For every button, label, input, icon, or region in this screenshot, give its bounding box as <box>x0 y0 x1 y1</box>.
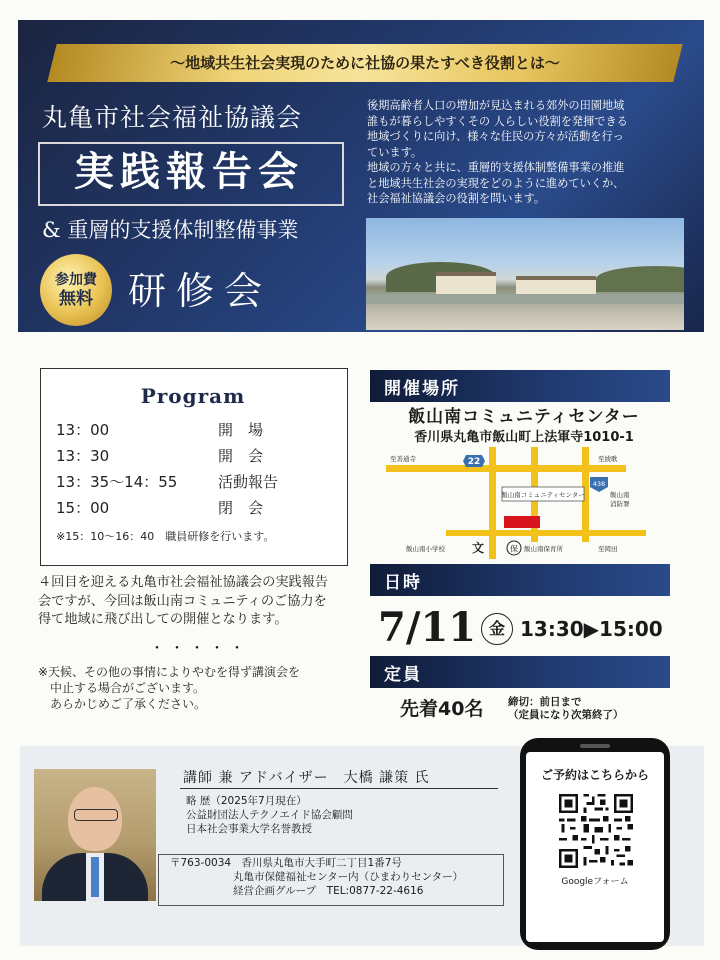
description-line: 社会福祉協議会の役割を問います。 <box>367 192 546 205</box>
free-badge <box>40 254 112 326</box>
seminar-title: 研修会 <box>128 269 273 313</box>
deadline-note <box>508 696 624 722</box>
program-item: 閉 会 <box>218 499 264 517</box>
program-time: 13：35〜14：55 <box>56 473 178 491</box>
bio-line: 日本社会事業大学名誉教授 <box>186 823 312 835</box>
access-map <box>386 442 648 560</box>
program-time: 15：00 <box>56 499 110 517</box>
notice-line: ※天候、その他の事情によりやむを得ず講演会を <box>38 665 301 679</box>
description-line: 地域の方々と共に、重層的支援体制整備事業の推進 <box>367 161 625 174</box>
reservation-label: ご予約はこちらから <box>540 768 649 782</box>
capacity-heading-bar <box>370 656 670 688</box>
program-time: 13：00 <box>56 421 110 439</box>
google-form-label: Googleフォーム <box>561 877 629 887</box>
program-item: 開 場 <box>218 421 264 439</box>
venue-heading: 開催場所 <box>384 379 460 399</box>
map-label-right-top: 至綾歌 <box>598 455 618 463</box>
map-label-left-top: 至善通寺 <box>390 455 416 463</box>
contact-info <box>170 856 500 898</box>
capacity-heading: 定員 <box>384 665 422 685</box>
program-time: 13：30 <box>56 447 110 465</box>
route438-label: 438 <box>592 480 606 488</box>
parking-lot <box>366 294 684 304</box>
divider <box>180 788 498 789</box>
weekday-badge: 金 <box>481 613 513 645</box>
lecturer-photo <box>34 769 156 901</box>
map-label-right-mid2: 消防署 <box>610 500 630 508</box>
map-road <box>489 447 496 559</box>
contact-line: 〒763-0034 香川県丸亀市大手町二丁目1番7号 <box>170 857 402 869</box>
description-line: ています。 <box>367 145 423 159</box>
map-road <box>446 530 646 536</box>
hill-shape <box>596 266 684 292</box>
building-shape <box>516 276 596 294</box>
deadline-line: （定員になり次第終了） <box>508 709 624 721</box>
event-description <box>367 98 697 207</box>
contact-line: 経営企画グループ TEL:0877-22-4616 <box>170 885 424 897</box>
organizer-name: 丸亀市社会福祉協議会 <box>42 103 303 132</box>
lecturer-heading: 講師 兼 アドバイザー 大橋 謙策 氏 <box>183 770 430 786</box>
venue-address: 香川県丸亀市飯山町上法軍寺1010-1 <box>414 430 634 445</box>
contact-line: 丸亀市保健福祉センター内（ひまわりセンター） <box>170 871 464 883</box>
map-label-nursery: 飯山南保育所 <box>524 545 563 553</box>
deadline-line: 締切：前日まで <box>508 696 582 708</box>
route22-label: 22 <box>467 457 481 467</box>
venue-heading-bar <box>370 370 670 402</box>
school-icon: 文 <box>472 541 485 555</box>
intro-text: ４回目を迎える丸亀市社会福祉協議会の実践報告会ですが、今回は飯山南コミュニティのご協力を得て地域に飛び出しての開催となります。 <box>38 575 329 627</box>
map-road <box>386 465 626 472</box>
map-label-center: 飯山南コミュニティセンター <box>501 491 585 499</box>
tie-shape <box>91 857 99 897</box>
description-line: 地域づくりに向け、様々な住民の方々が活動を行っ <box>367 130 624 143</box>
nursery-icon-label: 保 <box>510 544 518 554</box>
badge-line-1: 参加費 <box>55 272 97 288</box>
reservation-qr-code[interactable] <box>556 791 636 871</box>
lecturer-bio <box>186 794 506 836</box>
event-date: 7/11 <box>378 604 477 651</box>
date-heading-bar <box>370 564 670 596</box>
event-subtitle: & 重層的支援体制整備事業 <box>42 218 299 242</box>
bio-line: 公益財団法人テクノエイド協会顧問 <box>186 809 353 821</box>
program-title: Program <box>140 384 246 408</box>
map-label-school: 飯山南小学校 <box>406 545 445 553</box>
dots-separator: ・・・・・ <box>150 641 250 657</box>
notice-line: 中止する場合がございます。 <box>38 681 206 695</box>
tagline: 〜地域共生社会実現のために社協の果たすべき役割とは〜 <box>170 54 560 72</box>
building-shape <box>436 272 496 294</box>
glasses-shape <box>74 809 118 821</box>
description-line: 後期高齢者人口の増加が見込まれる郊外の田園地域 <box>367 99 625 112</box>
rural-landscape-photo <box>366 218 684 330</box>
event-time: 13:30▶15:00 <box>520 617 663 641</box>
capacity-value: 先着40名 <box>400 698 484 720</box>
badge-line-2: 無料 <box>59 289 93 309</box>
description-line: 誰もが暮らしやすくその 人らしい役割を発揮できる <box>367 114 628 128</box>
date-heading: 日時 <box>384 573 422 593</box>
description-line: と地域共生社会の実現をどのように進めていくか、 <box>367 176 625 190</box>
cancellation-notice <box>38 664 348 712</box>
venue-name: 飯山南コミュニティセンター <box>408 407 640 427</box>
map-label-bottom-right: 至岡田 <box>598 545 618 553</box>
map-label-right-mid1: 飯山南 <box>610 491 630 499</box>
venue-marker <box>504 516 540 528</box>
program-item: 開 会 <box>218 447 264 465</box>
notice-line: あらかじめご了承ください。 <box>38 697 207 711</box>
bio-line: 略 歴（2025年7月現在） <box>186 795 307 807</box>
event-title: 実践報告会 <box>74 148 304 195</box>
phone-speaker <box>580 744 610 748</box>
program-item: 活動報告 <box>218 473 279 491</box>
program-note: ※15：10〜16：40 職員研修を行います。 <box>56 530 275 543</box>
